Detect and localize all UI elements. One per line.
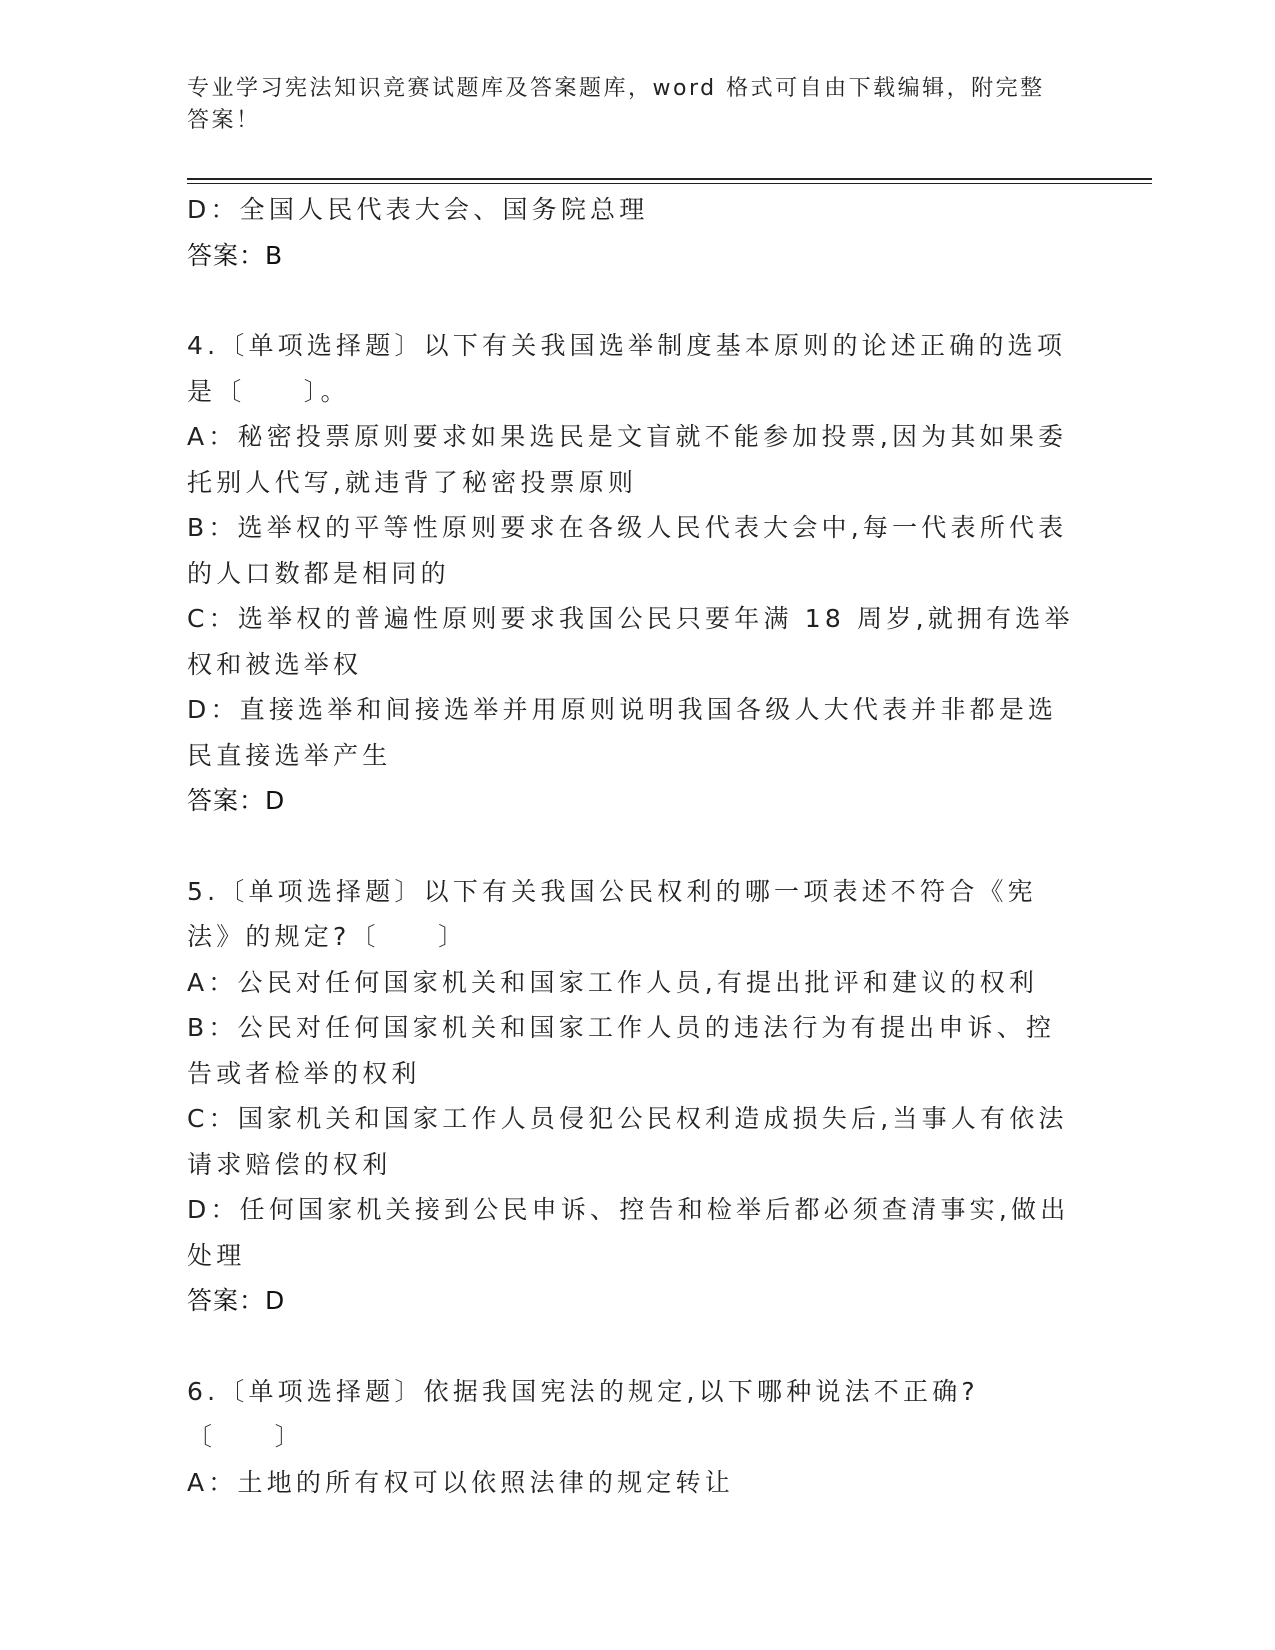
q4-answer [187, 778, 1077, 824]
q4-stem: 4.〔单项选择题〕以下有关我国选举制度基本原则的论述正确的选项是〔 〕。 [187, 331, 1067, 406]
header-divider-thick [187, 178, 1152, 180]
q5-answer-value: D [265, 1286, 286, 1315]
q5-option-d: D：任何国家机关接到公民申诉、控告和检举后都必须查清事实,做出处理 [187, 1195, 1070, 1270]
q4-option-a: A：秘密投票原则要求如果选民是文盲就不能参加投票,因为其如果委托别人代写,就违背了秘密投票原则 [187, 422, 1068, 497]
q4-answer-value: D [265, 786, 286, 815]
q3-answer-value: B [265, 240, 284, 270]
q5-answer [187, 1278, 1077, 1324]
q4-option-d: D：直接选举和间接选举并用原则说明我国各级人大代表并非都是选民直接选举产生 [187, 695, 1058, 770]
spacer [187, 1324, 1077, 1369]
q4-option-c: C：选举权的普遍性原则要求我国公民只要年满 18 周岁,就拥有选举权和被选举权 [187, 604, 1074, 679]
q5-option-c: C：国家机关和国家工作人员侵犯公民权利造成损失后,当事人有依法请求赔偿的权利 [187, 1104, 1068, 1179]
q3-answer-label: 答案： [187, 240, 266, 270]
question-content [187, 187, 1077, 1505]
spacer [187, 278, 1077, 323]
q5-stem: 5.〔单项选择题〕以下有关我国公民权利的哪一项表述不符合《宪法》的规定?〔 〕 [187, 876, 1037, 951]
q4-answer-label: 答案： [187, 786, 266, 815]
q6-option-a: A：土地的所有权可以依照法律的规定转让 [187, 1467, 734, 1497]
spacer [187, 824, 1077, 869]
q5-option-b: B：公民对任何国家机关和国家工作人员的违法行为有提出申诉、控告或者检举的权利 [187, 1013, 1056, 1088]
q3-option-d: D：全国人民代表大会、国务院总理 [187, 195, 649, 224]
q5-option-a: A：公民对任何国家机关和国家工作人员,有提出批评和建议的权利 [187, 967, 1039, 997]
q4-option-b: B：选举权的平等性原则要求在各级人民代表大会中,每一代表所代表的人口数都是相同的 [187, 513, 1068, 588]
q5-answer-label: 答案： [187, 1286, 266, 1315]
page-header: 专业学习宪法知识竞赛试题库及答案题库，word 格式可自由下载编辑，附完整答案！ [187, 76, 1045, 133]
header-divider-thin [187, 183, 1152, 184]
q3-answer [187, 233, 1077, 279]
q6-stem: 6.〔单项选择题〕依据我国宪法的规定,以下哪种说法不正确?〔 〕 [187, 1376, 979, 1451]
